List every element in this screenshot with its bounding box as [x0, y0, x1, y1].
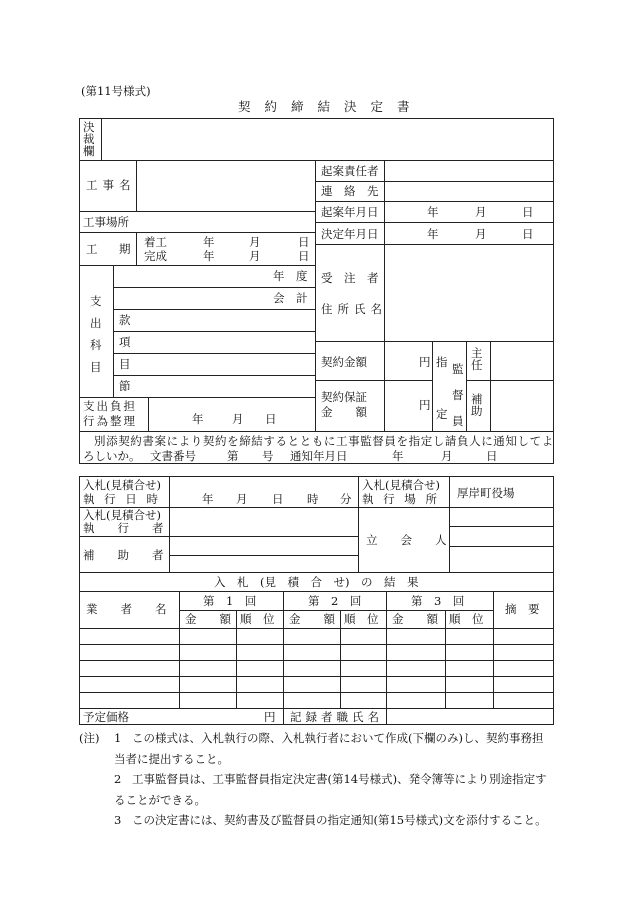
yotei-kakaku-label: 予定価格	[83, 710, 129, 724]
note-3-num: 3	[114, 813, 122, 827]
notes	[79, 728, 559, 831]
note-1-line1: この様式は、入札執行の際、入札執行者において作成(下欄のみ)し、契約事務担	[132, 731, 544, 745]
shikko-minute: 分	[340, 492, 352, 506]
note-3-line1: この決定書には、契約書及び監督員の指定通知(第15号様式)文を添付すること。	[132, 813, 547, 827]
tekiyo-header: 摘 要	[505, 602, 540, 616]
setsu-label: 節	[119, 379, 131, 393]
keiyaku-hosho-label-1: 契約保証	[321, 390, 367, 404]
chakko-year: 年	[203, 235, 215, 249]
shishutsu-kamoku-label: 支 出 科 目	[90, 294, 102, 374]
round-1-header: 第 1 回	[203, 594, 257, 608]
kian-day: 日	[522, 205, 534, 219]
shishutsu-futan-label-1: 支出負担	[83, 399, 137, 413]
keiyaku-hosho-en: 円	[419, 398, 431, 412]
note-2-num: 2	[114, 772, 122, 786]
kaikei-label: 会 計	[273, 291, 308, 305]
juchusha-label: 受 注 者	[321, 271, 379, 285]
note-1-line2: 当者に提出すること。	[114, 751, 229, 766]
tsuchi-year: 年	[392, 449, 404, 463]
page-title: 契約締結決定書	[238, 99, 424, 114]
jun-i-header-3: 順 位	[449, 612, 484, 626]
nendo-label: 年 度	[273, 269, 308, 283]
note-2-line1: 工事監督員は、工事監督員指定決定書(第14号様式)、発令簿等により別途指定す	[132, 772, 547, 786]
kansei-label: 完成	[144, 249, 167, 263]
shikko-hour: 時	[307, 492, 319, 506]
keiyaku-kingaku-en: 円	[419, 355, 431, 369]
kingaku-header-1: 金 額	[185, 612, 231, 626]
kou-label: 項	[119, 335, 131, 349]
shikkosha-label-1: 入札(見積合せ)	[83, 508, 161, 522]
kian-sekininsha-label: 起案責任者	[321, 164, 379, 178]
gyosha-mei-header: 業 者 名	[86, 602, 167, 616]
hojo-label: 補 助	[471, 392, 483, 418]
note-1-num: 1	[114, 731, 122, 745]
koji-mei-label: 工事名	[86, 178, 136, 192]
nyusatsu-basho-label-2: 執 行 場 所	[362, 492, 440, 506]
keiyaku-kingaku-label: 契約金額	[321, 355, 367, 369]
jusho-shimei-label: 住所氏名	[321, 302, 387, 316]
form-number: (第11号様式)	[81, 84, 151, 98]
kian-year: 年	[427, 205, 439, 219]
chakko-month: 月	[249, 235, 261, 249]
yotei-kakaku-en: 円	[264, 710, 276, 724]
kingaku-header-2: 金 額	[289, 612, 335, 626]
notice-line2: ろしいか。	[83, 449, 141, 463]
shikko-year: 年	[202, 492, 214, 506]
hojosha-label: 補 助 者	[83, 548, 164, 562]
shikko-day: 日	[272, 492, 284, 506]
kansei-year: 年	[203, 249, 215, 263]
nyusatsu-nichiji-label-1: 入札(見積合せ)	[83, 478, 161, 492]
tei-char: 定	[436, 407, 448, 421]
chakko-day: 日	[298, 235, 310, 249]
round-2-header: 第 2 回	[308, 594, 362, 608]
shi-char: 指	[436, 355, 448, 369]
moku-label: 目	[119, 357, 131, 371]
kettei-nengappi-label: 決定年月日	[321, 227, 379, 241]
shikko-month: 月	[236, 492, 248, 506]
basho-value: 厚岸町役場	[457, 486, 515, 500]
renrakusaki-label: 連 絡 先	[321, 184, 379, 198]
koji-basho-label: 工事場所	[83, 215, 129, 229]
kekka-title: 入 札 (見 積 合 せ) の 結 果	[214, 575, 419, 589]
kansei-day: 日	[298, 249, 310, 263]
kirokusha-label: 記録者職氏名	[290, 710, 383, 724]
shishutsu-futan-label-2: 行為整理	[83, 414, 137, 428]
futan-month: 月	[232, 412, 244, 426]
round-3-header: 第 3 回	[411, 594, 465, 608]
tsuchi-month: 月	[441, 449, 453, 463]
jun-i-header-1: 順 位	[240, 612, 275, 626]
kantokuin-label: 監 督 員	[452, 362, 464, 428]
note-2-line2: ることができる。	[114, 792, 206, 807]
notice-line1: 別添契約書案により契約を締結するとともに工事監督員を指定し請負人に通知してよ	[94, 434, 554, 448]
tsuchi-day: 日	[486, 449, 498, 463]
nyusatsu-basho-label-1: 入札(見積合せ)	[362, 478, 440, 492]
kian-nengappi-label: 起案年月日	[321, 205, 379, 219]
nyusatsu-nichiji-label-2: 執 行 日 時	[83, 492, 161, 506]
shunin-label: 主 任	[471, 346, 483, 372]
kessai-label: 決 裁 欄	[83, 120, 95, 158]
kingaku-header-3: 金 額	[392, 612, 438, 626]
notes-label: (注)	[79, 731, 100, 745]
keiyaku-hosho-label-2: 金 額	[321, 405, 367, 419]
tachiainin-label: 立 会 人	[366, 533, 447, 547]
tsuchi-nengappi-label: 通知年月日	[290, 449, 348, 463]
bunsho-go: 号	[262, 449, 274, 463]
kian-month: 月	[475, 205, 487, 219]
koki-label: 工 期	[86, 242, 136, 256]
shikkosha-label-2: 執 行 者	[83, 521, 164, 535]
kettei-month: 月	[475, 227, 487, 241]
kettei-year: 年	[427, 227, 439, 241]
kansei-month: 月	[249, 249, 261, 263]
futan-year: 年	[192, 412, 204, 426]
chakko-label: 着工	[144, 235, 167, 249]
kan-label: 款	[119, 313, 131, 327]
bunsho-bango-label: 文書番号	[150, 449, 196, 463]
bunsho-dai: 第	[227, 449, 239, 463]
futan-day: 日	[265, 412, 277, 426]
kettei-day: 日	[522, 227, 534, 241]
jun-i-header-2: 順 位	[344, 612, 379, 626]
